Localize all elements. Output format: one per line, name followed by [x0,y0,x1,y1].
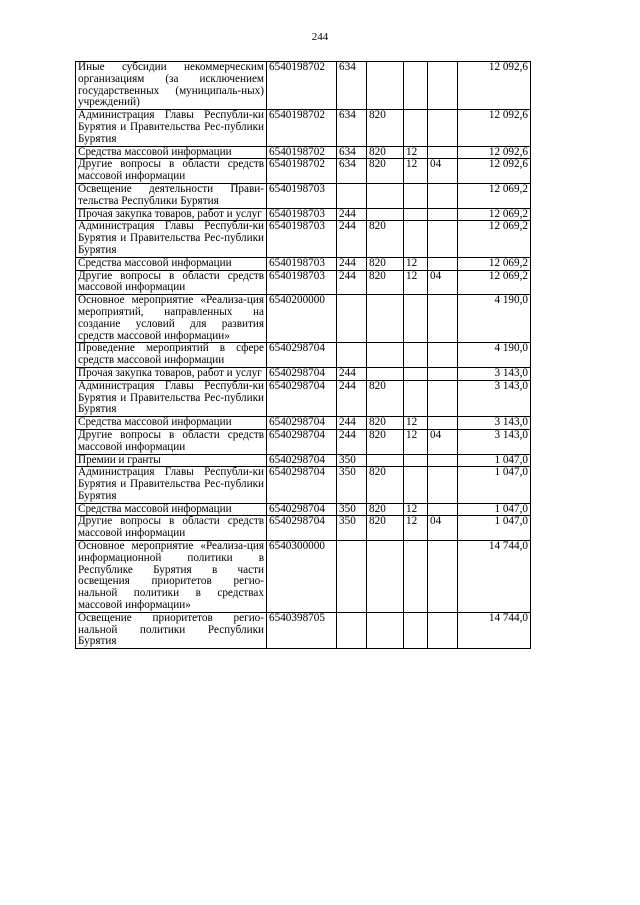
expense-type-cell [337,541,367,613]
target-article-cell: 6540298704 [267,467,337,503]
section-cell: 12 [404,146,428,159]
amount-cell: 12 092,6 [458,159,531,184]
administrator-cell: 820 [367,467,404,503]
administrator-cell [367,454,404,467]
amount-cell: 1 047,0 [458,467,531,503]
amount-cell: 12 069,2 [458,208,531,221]
row-name-cell: Администрация Главы Республи-ки Бурятия и Правительства Рес-публики Бурятия [76,380,267,416]
administrator-cell: 820 [367,146,404,159]
row-name-cell: Другие вопросы в области средств массовой информации [76,270,267,295]
amount-cell: 12 069,2 [458,221,531,257]
row-name-cell: Освещение приоритетов регио-нальной политики Республики Бурятия [76,612,267,648]
section-cell [404,208,428,221]
amount-cell: 12 092,6 [458,62,531,110]
expense-type-cell: 244 [337,367,367,380]
target-article-cell: 6540198702 [267,159,337,184]
section-cell: 12 [404,417,428,430]
expense-type-cell: 244 [337,417,367,430]
subsection-cell [428,454,458,467]
table-row [76,454,531,467]
section-cell [404,62,428,110]
amount-cell: 3 143,0 [458,429,531,454]
expense-type-cell: 634 [337,159,367,184]
administrator-cell: 820 [367,221,404,257]
subsection-cell [428,208,458,221]
section-cell [404,367,428,380]
administrator-cell: 820 [367,270,404,295]
section-cell: 12 [404,429,428,454]
section-cell [404,295,428,343]
administrator-cell [367,183,404,208]
expense-type-cell: 350 [337,454,367,467]
subsection-cell [428,183,458,208]
expense-type-cell: 350 [337,503,367,516]
target-article-cell: 6540298704 [267,417,337,430]
table-row [76,257,531,270]
amount-cell: 1 047,0 [458,503,531,516]
section-cell: 12 [404,257,428,270]
expense-type-cell: 244 [337,221,367,257]
expense-type-cell: 244 [337,380,367,416]
row-name-cell: Освещение деятельности Прави-тельства Республики Бурятия [76,183,267,208]
administrator-cell: 820 [367,503,404,516]
administrator-cell: 820 [367,380,404,416]
target-article-cell: 6540198702 [267,110,337,146]
subsection-cell [428,110,458,146]
expense-type-cell [337,343,367,368]
subsection-cell: 04 [428,270,458,295]
administrator-cell [367,208,404,221]
expense-type-cell: 634 [337,146,367,159]
subsection-cell [428,467,458,503]
expense-type-cell: 244 [337,257,367,270]
amount-cell: 14 744,0 [458,541,531,613]
amount-cell: 3 143,0 [458,417,531,430]
section-cell [404,110,428,146]
row-name-cell: Другие вопросы в области средств массовой информации [76,159,267,184]
expense-type-cell: 244 [337,270,367,295]
target-article-cell: 6540198703 [267,208,337,221]
table-row [76,221,531,257]
subsection-cell [428,257,458,270]
amount-cell: 12 092,6 [458,146,531,159]
administrator-cell [367,367,404,380]
row-name-cell: Другие вопросы в области средств массовой информации [76,429,267,454]
target-article-cell: 6540198702 [267,146,337,159]
section-cell [404,467,428,503]
target-article-cell: 6540198703 [267,183,337,208]
expense-type-cell: 244 [337,429,367,454]
section-cell [404,221,428,257]
table-row [76,380,531,416]
target-article-cell: 6540298704 [267,429,337,454]
expense-type-cell [337,295,367,343]
subsection-cell [428,503,458,516]
amount-cell: 12 092,6 [458,110,531,146]
target-article-cell: 6540398705 [267,612,337,648]
section-cell: 12 [404,159,428,184]
amount-cell: 12 069,2 [458,257,531,270]
expense-type-cell [337,183,367,208]
subsection-cell [428,146,458,159]
expense-type-cell [337,612,367,648]
administrator-cell: 820 [367,110,404,146]
row-name-cell: Средства массовой информации [76,503,267,516]
subsection-cell [428,221,458,257]
subsection-cell [428,367,458,380]
row-name-cell: Проведение мероприятий в сфере средств массовой информации [76,343,267,368]
section-cell: 12 [404,270,428,295]
expense-type-cell: 244 [337,208,367,221]
administrator-cell [367,62,404,110]
administrator-cell [367,612,404,648]
table-row [76,417,531,430]
table-row [76,295,531,343]
table-row [76,270,531,295]
section-cell [404,183,428,208]
table-row [76,343,531,368]
amount-cell: 1 047,0 [458,516,531,541]
table-row [76,367,531,380]
table-row [76,503,531,516]
table-row [76,110,531,146]
administrator-cell: 820 [367,516,404,541]
amount-cell: 4 190,0 [458,343,531,368]
target-article-cell: 6540300000 [267,541,337,613]
row-name-cell: Администрация Главы Республи-ки Бурятия и Правительства Рес-публики Бурятия [76,221,267,257]
section-cell [404,380,428,416]
row-name-cell: Основное мероприятие «Реализа-ция информационной политики в Республике Бурятия в части освещения приоритетов регио-нальной политики в средствах массовой информации» [76,541,267,613]
target-article-cell: 6540198703 [267,221,337,257]
section-cell [404,343,428,368]
amount-cell: 4 190,0 [458,295,531,343]
amount-cell: 1 047,0 [458,454,531,467]
subsection-cell [428,343,458,368]
page-number: 244 [311,31,329,43]
subsection-cell [428,612,458,648]
amount-cell: 12 069,2 [458,270,531,295]
row-name-cell: Основное мероприятие «Реализа-ция мероприятий, направленных на создание условий для развития средств массовой информации» [76,295,267,343]
target-article-cell: 6540298704 [267,343,337,368]
expense-type-cell: 634 [337,62,367,110]
table-row [76,541,531,613]
target-article-cell: 6540298704 [267,516,337,541]
amount-cell: 14 744,0 [458,612,531,648]
row-name-cell: Иные субсидии некоммерческим организациям (за исключением государственных (муниципаль-ных) учреждений) [76,62,267,110]
row-name-cell: Администрация Главы Республи-ки Бурятия и Правительства Рес-публики Бурятия [76,467,267,503]
amount-cell: 12 069,2 [458,183,531,208]
administrator-cell: 820 [367,257,404,270]
section-cell [404,541,428,613]
expense-type-cell: 350 [337,467,367,503]
row-name-cell: Средства массовой информации [76,417,267,430]
row-name-cell: Другие вопросы в области средств массовой информации [76,516,267,541]
row-name-cell: Средства массовой информации [76,257,267,270]
expense-type-cell: 634 [337,110,367,146]
subsection-cell [428,417,458,430]
subsection-cell [428,295,458,343]
table-row [76,612,531,648]
section-cell: 12 [404,503,428,516]
table-row [76,183,531,208]
administrator-cell: 820 [367,429,404,454]
administrator-cell [367,295,404,343]
row-name-cell: Прочая закупка товаров, работ и услуг [76,208,267,221]
subsection-cell: 04 [428,516,458,541]
target-article-cell: 6540298704 [267,454,337,467]
budget-table [75,61,531,649]
table-row [76,146,531,159]
table-row [76,429,531,454]
section-cell: 12 [404,516,428,541]
target-article-cell: 6540298704 [267,367,337,380]
amount-cell: 3 143,0 [458,367,531,380]
subsection-cell [428,541,458,613]
expense-type-cell: 350 [337,516,367,541]
target-article-cell: 6540198702 [267,62,337,110]
table-body [76,62,531,649]
table-row [76,159,531,184]
row-name-cell: Премии и гранты [76,454,267,467]
administrator-cell [367,343,404,368]
row-name-cell: Средства массовой информации [76,146,267,159]
administrator-cell: 820 [367,159,404,184]
target-article-cell: 6540298704 [267,503,337,516]
row-name-cell: Администрация Главы Республи-ки Бурятия и Правительства Рес-публики Бурятия [76,110,267,146]
section-cell [404,612,428,648]
target-article-cell: 6540200000 [267,295,337,343]
row-name-cell: Прочая закупка товаров, работ и услуг [76,367,267,380]
table-row [76,62,531,110]
administrator-cell [367,541,404,613]
section-cell [404,454,428,467]
amount-cell: 3 143,0 [458,380,531,416]
administrator-cell: 820 [367,417,404,430]
subsection-cell [428,62,458,110]
target-article-cell: 6540298704 [267,380,337,416]
subsection-cell: 04 [428,429,458,454]
target-article-cell: 6540198703 [267,257,337,270]
subsection-cell [428,380,458,416]
table-row [76,467,531,503]
table-row [76,208,531,221]
target-article-cell: 6540198703 [267,270,337,295]
subsection-cell: 04 [428,159,458,184]
table-row [76,516,531,541]
